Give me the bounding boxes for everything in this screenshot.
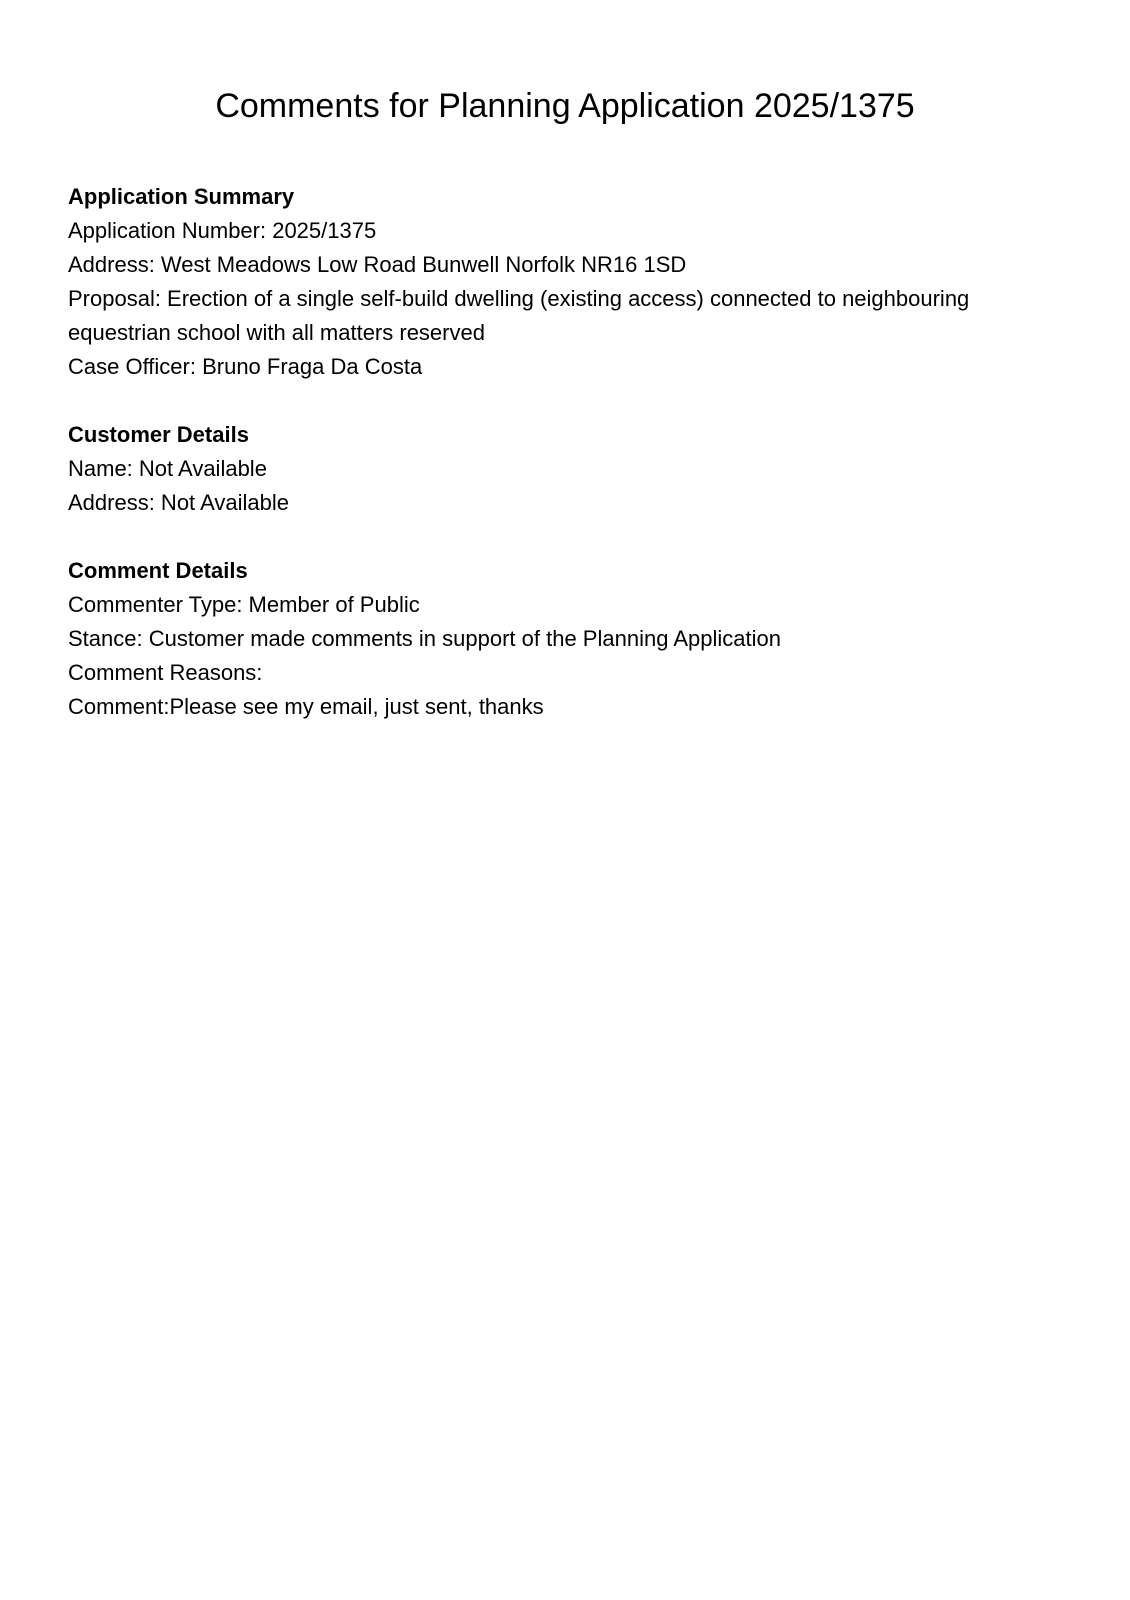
case-officer: Case Officer: Bruno Fraga Da Costa xyxy=(68,354,423,379)
customer-details-heading: Customer Details xyxy=(68,422,249,447)
customer-address: Address: Not Available xyxy=(68,490,289,515)
document-content xyxy=(68,180,1068,758)
application-summary-section xyxy=(68,180,1068,384)
comment-details-heading: Comment Details xyxy=(68,558,248,583)
page-title: Comments for Planning Application 2025/1375 xyxy=(215,87,915,125)
application-summary-heading: Application Summary xyxy=(68,184,295,209)
comment-text: Comment:Please see my email, just sent, thanks xyxy=(68,694,544,719)
comment-details-section xyxy=(68,554,1068,724)
application-number: Application Number: 2025/1375 xyxy=(68,218,377,243)
customer-name: Name: Not Available xyxy=(68,456,267,481)
customer-details-section xyxy=(68,418,1068,520)
stance: Stance: Customer made comments in support of the Planning Application xyxy=(68,626,781,651)
application-address: Address: West Meadows Low Road Bunwell Norfolk NR16 1SD xyxy=(68,252,687,277)
application-proposal: Proposal: Erection of a single self-build dwelling (existing access) connected to neighbouring equestrian school with all matters reserved xyxy=(68,286,970,345)
comment-reasons: Comment Reasons: xyxy=(68,660,263,685)
commenter-type: Commenter Type: Member of Public xyxy=(68,592,420,617)
